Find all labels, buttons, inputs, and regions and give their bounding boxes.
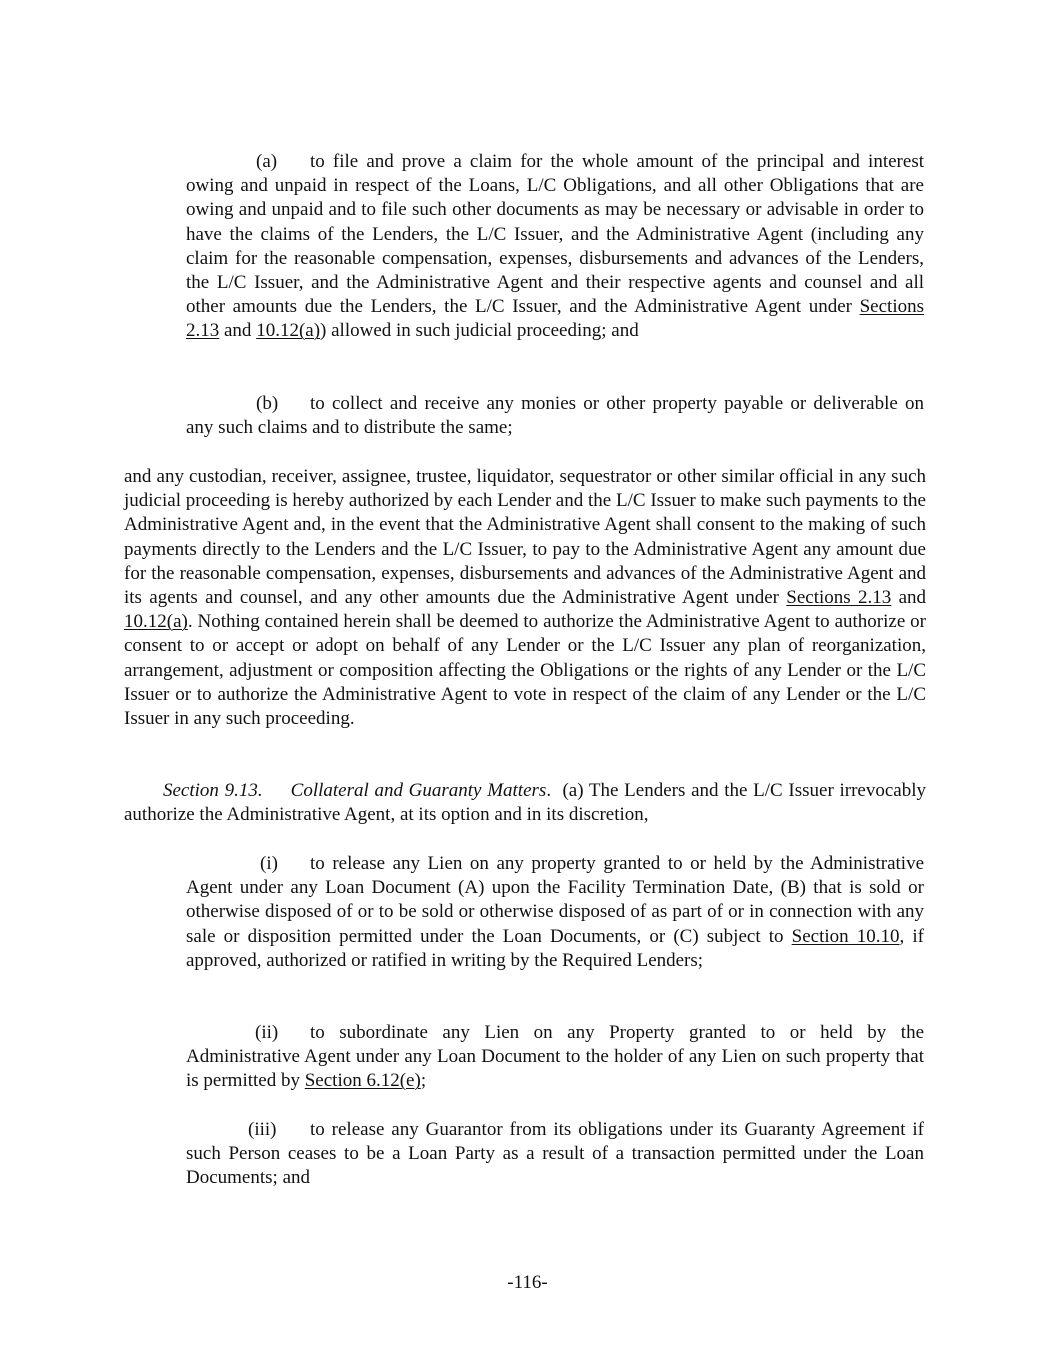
page-number: -116- [507, 1272, 548, 1293]
paragraph-i-text-1: to release any Lien on any property granted to or held by the Administrative Agent under any Loan Document (A) upon the Facility Termination Date, (B) that is sold or otherwise disposed of or to be sold or otherwise disposed of as part of or in connection with any sale or disposition permitted under the Loan Documents, or (C) subject to [186, 853, 924, 947]
paragraph-iii [186, 1118, 924, 1191]
paragraph-iii-label: (iii) [248, 1119, 277, 1140]
section-10-10-link[interactable]: Section 10.10 [791, 925, 900, 947]
custodian-text-1: and any custodian, receiver, assignee, trustee, liquidator, sequestrator or other similar official in any such judicial proceeding is hereby authorized by each Lender and the L/C Issuer to make such payments to the Administrative Agent and, in the event that the Administrative Agent shall consent to the making of such payments directly to the Lenders and the L/C Issuer, to pay to the Administrative Agent any amount due for the reasonable compensation, expenses, disbursements and advances of the Administrative Agent and its agents and counsel, and any other amounts due the Administrative Agent under [124, 466, 926, 609]
paragraph-ii [186, 1021, 924, 1094]
section-text: (a) The Lenders and the L/C Issuer irrevocably authorize the Administrative Agent, at its option and in its discretion, [124, 780, 926, 826]
custodian-paragraph [124, 465, 926, 731]
paragraph-iii-text: to release any Guarantor from its obligations under its Guaranty Agreement if such Person ceases to be a Loan Party as a result of a transaction permitted under the Loan Documents; and [186, 1119, 924, 1189]
paragraph-i-label: (i) [260, 853, 278, 874]
section-10-12a-link[interactable]: 10.12(a) [256, 320, 321, 342]
section-2-13-link[interactable]: Sections 2.13 [186, 296, 924, 342]
paragraph-b [186, 392, 924, 440]
paragraph-i [186, 852, 924, 973]
custodian-section-2-13-link[interactable]: Sections 2.13 [786, 587, 892, 609]
paragraph-a-text-1: to file and prove a claim for the whole amount of the principal and interest owing and unpaid in respect of the Loans, L/C Obligations, and all other Obligations that are owing and unpaid and to file such other documents as may be necessary or advisable in order to have the claims of the Lenders, the L/C Issuer, and the Administrative Agent (including any claim for the reasonable compensation, expenses, disbursements and advances of the Lenders, the L/C Issuer, and the Administrative Agent and their respective agents and counsel and all other amounts due the Lenders, the L/C Issuer, and the Administrative Agent under [186, 151, 924, 318]
custodian-text-3: . Nothing contained herein shall be deemed to authorize the Administrative Agent to authorize or consent to or accept or adopt on behalf of any Lender or the L/C Issuer any plan of reorganization, arrangement, adjustment or composition affecting the Obligations or the rights of any Lender or the L/C Issuer or to authorize the Administrative Agent to vote in respect of the claim of any Lender or the L/C Issuer in any such proceeding. [124, 611, 926, 730]
paragraph-a-text-3: ) allowed in such judicial proceeding; and [320, 320, 639, 342]
paragraph-a-label: (a) [256, 151, 278, 172]
custodian-section-10-12a-link[interactable]: 10.12(a) [124, 611, 188, 633]
paragraph-ii-text-1: to subordinate any Lien on any Property granted to or held by the Administrative Agent under any Loan Document to the holder of any Lien on such property that is permitted by [186, 1022, 924, 1092]
section-number: Section 9.13. [163, 780, 263, 801]
custodian-text-2: and [891, 587, 926, 609]
paragraph-b-text: to collect and receive any monies or other property payable or deliverable on any such claims and to distribute the same; [186, 393, 924, 439]
paragraph-ii-text-2: ; [420, 1070, 427, 1092]
paragraph-i-text-2: , if approved, authorized or ratified in writing by the Required Lenders; [186, 925, 924, 971]
section-9-13-paragraph [124, 779, 926, 827]
paragraph-b-label: (b) [256, 393, 279, 414]
section-title-end: . [546, 780, 552, 801]
section-6-12e-link[interactable]: Section 6.12(e) [304, 1070, 421, 1092]
paragraph-a [186, 150, 924, 344]
paragraph-a-text-2: and [219, 320, 257, 342]
section-title: Collateral and Guaranty Matters [290, 780, 547, 801]
paragraph-ii-label: (ii) [255, 1022, 279, 1043]
